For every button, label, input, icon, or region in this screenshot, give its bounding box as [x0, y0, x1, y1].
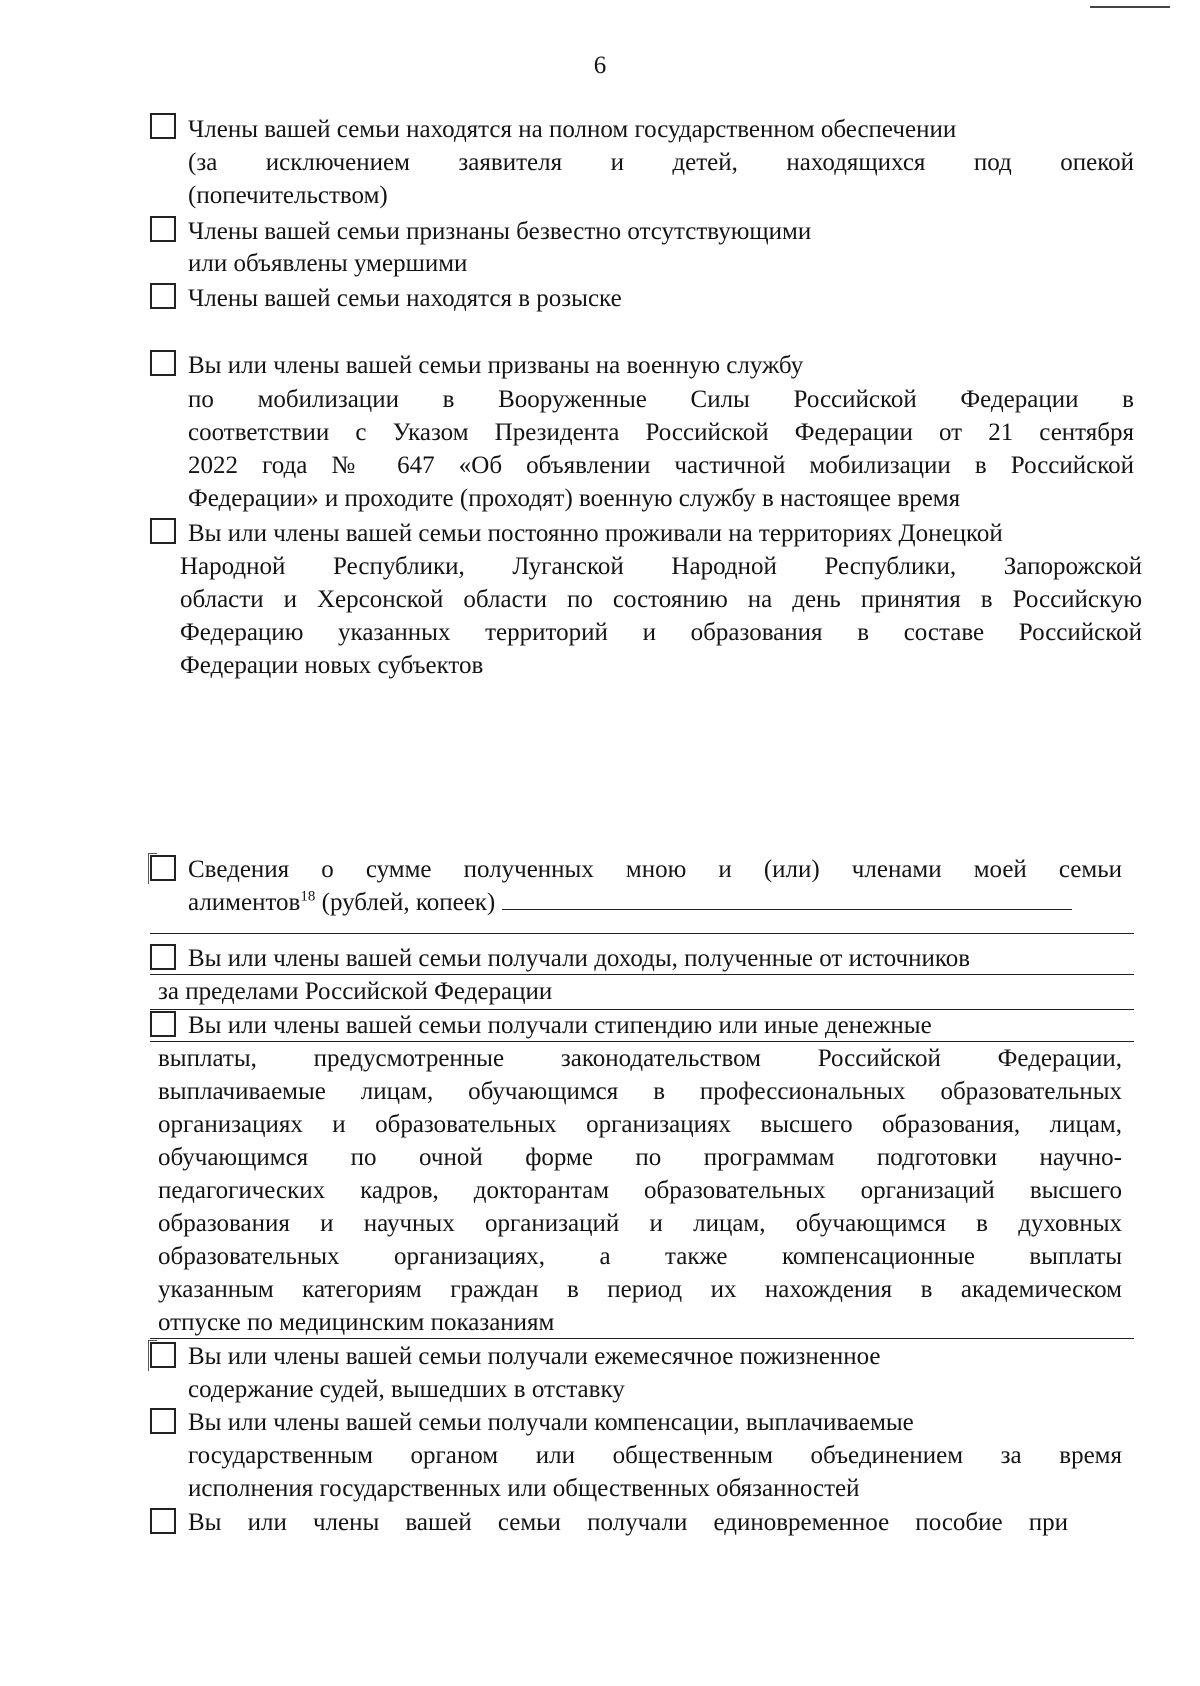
- checkbox-mobilization[interactable]: [150, 350, 176, 376]
- statement-text: Федерации новых субъектов: [180, 652, 484, 679]
- statement-text: 2022 года № 647 «Об объявлении частичной мобилизации в Российской: [188, 452, 1134, 479]
- statement-text: исполнения государственных или общественных обязанностей: [188, 1475, 860, 1502]
- statement-text: выплачиваемые лицам, обучающимся в профессиональных образовательных: [158, 1078, 1122, 1105]
- statement-text: Вы или члены вашей семьи получали компенсации, выплачиваемые: [188, 1409, 914, 1436]
- statement-text: Вы или члены вашей семьи получали стипендию или иные денежные: [188, 1012, 932, 1039]
- checkbox-new-territories[interactable]: [150, 518, 176, 544]
- alimony-amount-field[interactable]: [502, 887, 1072, 910]
- statement-text: государственным органом или общественным объединением за время: [188, 1442, 1122, 1469]
- divider: [150, 974, 1134, 975]
- checkbox-missing-deceased[interactable]: [150, 216, 176, 242]
- statement-text: образовательных организациях, а также компенсационные выплаты: [158, 1243, 1122, 1270]
- checkbox-public-duties[interactable]: [150, 1408, 176, 1434]
- statement-text: указанным категориям граждан в период их нахождения в академическом: [158, 1276, 1122, 1303]
- statement-text: Вы или члены вашей семьи получали единовременное пособие при: [188, 1509, 1068, 1536]
- footnote-marker: 18: [300, 888, 316, 905]
- page-number: 6: [593, 52, 607, 79]
- statement-text: Вы или члены вашей семьи получали ежемесячное пожизненное: [188, 1343, 881, 1370]
- statement-text: организациях и образовательных организациях высшего образования, лицам,: [158, 1111, 1122, 1138]
- statement-text: Члены вашей семьи признаны безвестно отсутствующими: [188, 218, 812, 245]
- statement-text: (рублей, копеек): [321, 889, 496, 916]
- statement-text: Вы или члены вашей семьи постоянно проживали на территориях Донецкой: [188, 520, 1003, 547]
- statement-text: за пределами Российской Федерации: [158, 978, 553, 1005]
- statement-text: обучающимся по очной форме по программам подготовки научно-: [158, 1144, 1122, 1171]
- alimony-row: [188, 887, 1072, 919]
- statement-text: области и Херсонской области по состоянию на день принятия в Российскую: [180, 586, 1142, 613]
- divider: [150, 933, 1134, 934]
- statement-text: выплаты, предусмотренные законодательством Российской Федерации,: [158, 1045, 1122, 1072]
- statement-text: по мобилизации в Вооруженные Силы Российской Федерации в: [188, 386, 1134, 413]
- statement-text: (попечительством): [188, 182, 388, 209]
- statement-text: Вы или члены вашей семьи призваны на военную службу: [188, 352, 804, 379]
- checkbox-wanted[interactable]: [150, 283, 176, 309]
- corner-mark: [1090, 6, 1170, 8]
- statement-text: Народной Республики, Луганской Народной Республики, Запорожской: [180, 553, 1142, 580]
- statement-text: Члены вашей семьи находятся в розыске: [188, 285, 622, 312]
- checkbox-judge-retirement[interactable]: [150, 1342, 176, 1368]
- checkbox-foreign-income[interactable]: [150, 944, 176, 970]
- divider: [150, 1041, 1134, 1042]
- statement-text: педагогических кадров, докторантам образовательных организаций высшего: [158, 1177, 1122, 1204]
- statement-text: соответствии с Указом Президента Российской Федерации от 21 сентября: [188, 419, 1134, 446]
- divider: [150, 1338, 1134, 1339]
- checkbox-alimony[interactable]: [150, 855, 176, 881]
- checkbox-lump-sum[interactable]: [150, 1508, 176, 1534]
- statement-text: или объявлены умершими: [188, 250, 468, 277]
- statement-text: Вы или члены вашей семьи получали доходы, полученные от источников: [188, 945, 971, 972]
- statement-text: Федерацию указанных территорий и образования в составе Российской: [180, 619, 1142, 646]
- statement-text: Члены вашей семьи находятся на полном государственном обеспечении: [188, 116, 957, 143]
- statement-text: алиментов: [188, 889, 301, 916]
- statement-text: (за исключением заявителя и детей, находящихся под опекой: [188, 149, 1134, 176]
- statement-text: содержание судей, вышедших в отставку: [188, 1376, 625, 1403]
- statement-text: образования и научных организаций и лицам, обучающимся в духовных: [158, 1210, 1122, 1237]
- statement-text: Федерации» и проходите (проходят) военную службу в настоящее время: [188, 485, 961, 512]
- checkbox-state-support[interactable]: [150, 113, 176, 139]
- checkbox-scholarship[interactable]: [150, 1011, 176, 1037]
- statement-text: Сведения о сумме полученных мною и (или) членами моей семьи: [188, 856, 1122, 883]
- statement-text: отпуске по медицинским показаниям: [158, 1309, 555, 1336]
